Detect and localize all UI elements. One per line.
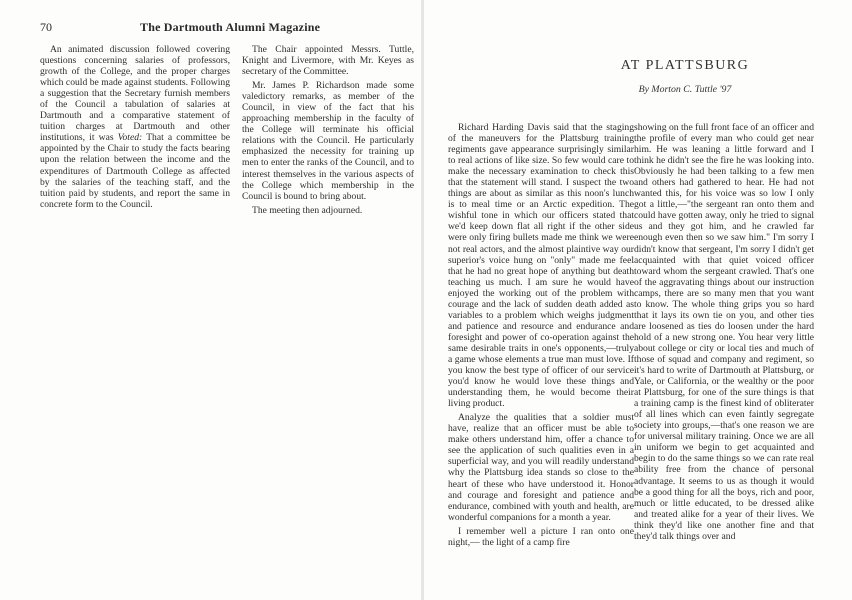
- paragraph: showing on the full front face of an officer and the profile of every man who could get near him. He was leaning a little forward and I think he didn't see the fire he was looking into. Obviously he had been talking to a few men and others had gathered to hear. He had not wanted this, for his voice was so low I only got a little,—"the sergeant ran onto them and could have gotten away, only he tried to signal us and they got him, and he crawled far enough even then so we saw him." I'm sorry I didn't know that sergeant, I'm sorry I didn't get acquainted with that quiet voiced officer toward whom the sergeant crawled. That's one of the aggravating things about our instruction camps, there are so many men that you want to know. The whole thing grips you so hard that it lays its own tie on you, and other ties are loosened as ties do loosen under the hard hold of a new strong one. You hear very little about college or city or local ties and much of those of squad and company and regiment, so it's hard to write of Dartmouth at Plattsburg, or Yale, or California, or the wealthy or the poor at Plattsburg, for one of the sure things is that a training camp is the finest kind of obliterater of all lines which can even faintly segregate society into groups,—that's one reason we are for universal military training. Once we are all in uniform we begin to get acquainted and begin to do the same things so we can rate real ability free from the chance of personal advantage. It seems to us as though it would be a good thing for all the boys, rich and poor, much or little educated, to be dressed alike and treated alike for a year of their lives. We think they'd like one another fine and that they'd talk things over and: [634, 122, 814, 542]
- paragraph-text: That a committee be appointed by the Chair to study the facts bearing upon the relation between the income and the expenditures of Dartmouth College as affected by the salaries of the teaching staff, and the tuition paid by students, and report the same in concrete form to the Council.: [40, 132, 230, 210]
- paragraph: Mr. James P. Richardson made some valedictory remarks, as member of the Council, in view of the fact that his approaching membership in the faculty of the College will terminate his official relations with the Council. He particularly emphasized the necessity for training up men to enter the ranks of the Council, and to interest themselves in the various aspects of the College which membership in the Council is bound to bring about.: [242, 80, 414, 202]
- left-column-1: [40, 44, 230, 210]
- paragraph: Analyze the qualities that a soldier must have, realize that an officer must be able to make others understand him, offer a chance to see the application of such qualities even in a superficial way, and you will readily understand why the Plattsburg idea stands so close to the heart of these who have understood it. Honor and courage and foresight and patience and endurance, combined with youth and health, are wonderful companions for a month a year.: [448, 412, 634, 523]
- paragraph: [40, 44, 230, 210]
- byline: By Morton C. Tuttle '97: [638, 84, 732, 95]
- paragraph: The meeting then adjourned.: [252, 204, 363, 216]
- voted-word: Voted:: [117, 132, 143, 144]
- right-page: [424, 0, 852, 600]
- paragraph-text: An animated discussion followed covering questions concerning salaries of professors, growth of the College, and the proper charges which could be made against students. Following a suggestion that the Secretary furnish members of the Council a tabulation of salaries at Dartmouth and a comparative statement of tuition charges at Dartmouth and other institutions, it was: [40, 44, 230, 144]
- left-column-2: [242, 44, 414, 216]
- right-column-1: [448, 122, 634, 548]
- paragraph: I remember well a picture I ran onto one night,— the light of a camp fire: [448, 525, 634, 548]
- right-column-2: [634, 122, 814, 542]
- article-title: AT PLATTSBURG: [620, 58, 750, 73]
- left-page: [0, 0, 422, 600]
- running-head: [40, 20, 320, 35]
- page-number: 70: [40, 20, 52, 34]
- paragraph: Richard Harding Davis said that the staging of the maneuvers for the Plattsburg training regiments gave appearance surprisingly similar to real actions of like size. So few would care to make the necessary examination to check this that the statement will stand. I suspect the two things are about as similar as this noon's lunch is to meal time or an Arctic expedition. The wishful tone in which our officers stated that we'd keep down flat all right if the other side were only firing bullets made me think we were not real actors, and the almost plaintive way our superior's voice hung on "only" made me feel that he had no great hope of anything but death teaching us much. I am sure he would have enjoyed the working out of the problem with courage and the lack of sudden death added as variables to a problem which weighs judgment and patience and resource and endurance and foresight and power of co-operation against the same desirable traits in one's opponents,—truly a game whose elements a true man must love. If you know the best type of officer of our service you'd know he would love these things and understanding them, he would become their living product.: [448, 122, 634, 410]
- magazine-title: The Dartmouth Alumni Magazine: [140, 20, 321, 34]
- paragraph: The Chair appointed Messrs. Tuttle, Knight and Livermore, with Mr. Keyes as secretary of the Committee.: [242, 44, 414, 78]
